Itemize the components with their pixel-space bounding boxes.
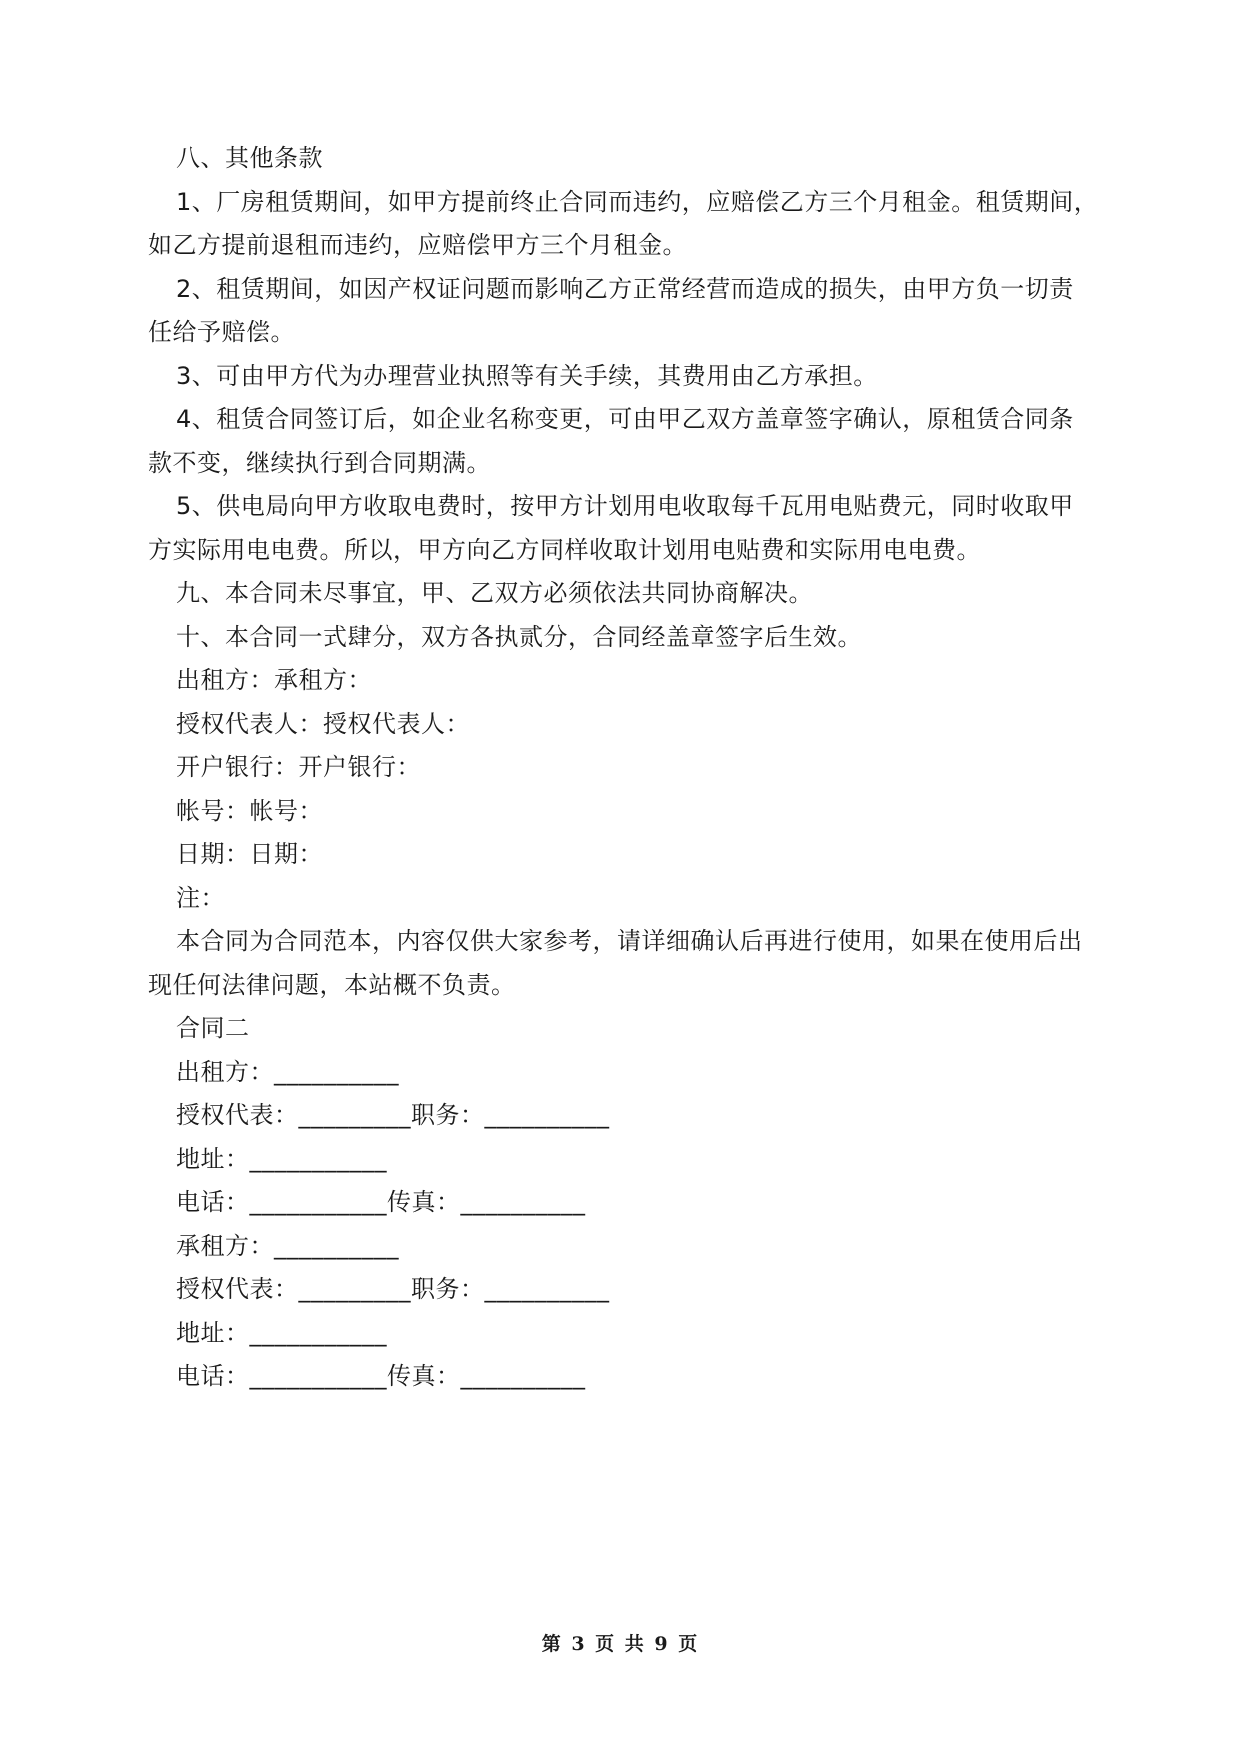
lessee-representative-field: 授权代表：_________职务：__________: [176, 1275, 610, 1303]
clause-4-line-1: 4、租赁合同签订后，如企业名称变更，可由甲乙双方盖章签字确认，原租赁合同条: [176, 405, 1074, 433]
section-9: 九、本合同未尽事宜，甲、乙双方必须依法共同协商解决。: [176, 579, 813, 607]
clause-2-line-2: 任给予赔偿。: [148, 318, 295, 346]
lessor-phone-fax-field: 电话：___________传真：__________: [176, 1188, 586, 1216]
lessee-address-field: 地址：___________: [176, 1319, 387, 1347]
lessee-field: 承租方：__________: [176, 1232, 399, 1260]
clause-5-line-1: 5、供电局向甲方收取电费时，按甲方计划用电收取每千瓦用电贴费元，同时收取甲: [176, 492, 1074, 520]
lessor-field: 出租方：__________: [176, 1058, 399, 1086]
section-10: 十、本合同一式肆分，双方各执贰分，合同经盖章签字后生效。: [176, 623, 862, 651]
note-label: 注：: [176, 884, 225, 912]
page-number: 第 3 页 共 9 页: [541, 1633, 700, 1655]
signature-representatives: 授权代表人：授权代表人：: [176, 710, 470, 738]
clause-3: 3、可由甲方代为办理营业执照等有关手续，其费用由乙方承担。: [176, 362, 878, 390]
clause-4-line-2: 款不变，继续执行到合同期满。: [148, 449, 491, 477]
contract-two-heading: 合同二: [176, 1014, 250, 1042]
signature-accounts: 帐号：帐号：: [176, 797, 323, 825]
signature-parties: 出租方：承租方：: [176, 666, 372, 694]
section-heading-8: 八、其他条款: [176, 144, 323, 172]
clause-1-line-2: 如乙方提前退租而违约，应赔偿甲方三个月租金。: [148, 231, 687, 259]
clause-2-line-1: 2、租赁期间，如因产权证问题而影响乙方正常经营而造成的损失，由甲方负一切责: [176, 275, 1074, 303]
lessee-phone-fax-field: 电话：___________传真：__________: [176, 1362, 586, 1390]
signature-banks: 开户银行：开户银行：: [176, 753, 421, 781]
note-text-line-1: 本合同为合同范本，内容仅供大家参考，请详细确认后再进行使用，如果在使用后出: [176, 927, 1083, 955]
clause-5-line-2: 方实际用电电费。所以，甲方向乙方同样收取计划用电贴费和实际用电电费。: [148, 536, 981, 564]
lessor-address-field: 地址：___________: [176, 1145, 387, 1173]
lessor-representative-field: 授权代表：_________职务：__________: [176, 1101, 610, 1129]
clause-1-line-1: 1、厂房租赁期间，如甲方提前终止合同而违约，应赔偿乙方三个月租金。租赁期间，: [176, 188, 1099, 216]
note-text-line-2: 现任何法律问题，本站概不负责。: [148, 971, 516, 999]
signature-dates: 日期：日期：: [176, 840, 323, 868]
